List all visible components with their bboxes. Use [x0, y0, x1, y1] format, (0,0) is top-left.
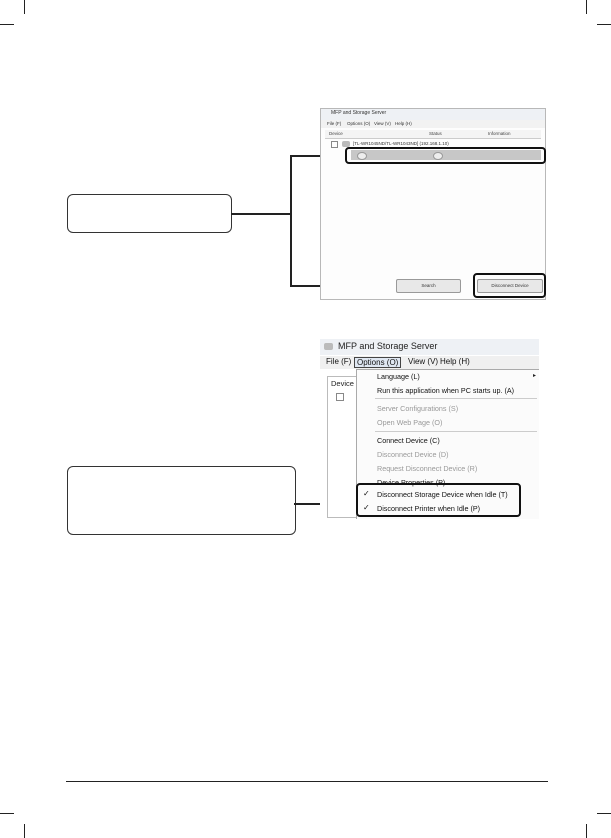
footer-rule: [66, 781, 548, 782]
menu-item-request-disconnect[interactable]: Request Disconnect Device (R): [377, 464, 478, 473]
crop-mark: [0, 24, 14, 25]
highlight-device-row: [345, 147, 546, 164]
menu-file[interactable]: File (F): [327, 121, 342, 126]
callout-box-1: [67, 194, 232, 233]
crop-mark: [597, 24, 611, 25]
check-icon: ✓: [363, 489, 370, 498]
menu-options[interactable]: Options (O): [354, 357, 401, 368]
menu-options[interactable]: Options (O): [347, 121, 371, 126]
menubar: [320, 356, 539, 369]
search-label: Search: [421, 283, 436, 288]
window-title: MFP and Storage Server: [338, 341, 438, 351]
menu-separator: [375, 431, 537, 432]
crop-mark: [24, 824, 25, 838]
menu-item-server-config[interactable]: Server Configurations (S): [377, 404, 459, 413]
menu-view[interactable]: View (V): [408, 357, 439, 366]
collapse-icon[interactable]: [331, 141, 338, 148]
crop-mark: [0, 813, 14, 814]
crop-mark: [586, 824, 587, 838]
col-information[interactable]: Information: [488, 131, 511, 136]
menu-item-disconnect-storage-idle[interactable]: Disconnect Storage Device when Idle (T): [377, 490, 508, 499]
col-device[interactable]: Device: [329, 131, 343, 136]
bracket-vertical: [290, 155, 292, 286]
callout-box-2: [67, 466, 296, 535]
menu-separator: [375, 398, 537, 399]
menu-item-open-web[interactable]: Open Web Page (O): [377, 418, 443, 427]
highlight-disconnect-button: [473, 273, 546, 298]
collapse-icon[interactable]: [336, 393, 344, 401]
menu-item-disconnect-printer-idle[interactable]: Disconnect Printer when Idle (P): [377, 504, 481, 513]
menu-item-disconnect[interactable]: Disconnect Device (D): [377, 450, 449, 459]
crop-mark: [586, 0, 587, 14]
menubar: [321, 120, 545, 128]
menu-item-language[interactable]: Language (L): [377, 372, 420, 381]
menu-help[interactable]: Help (H): [440, 357, 470, 366]
device-col-header[interactable]: Device: [331, 379, 354, 388]
app-icon: [324, 343, 333, 350]
check-icon: ✓: [363, 503, 370, 512]
callout-leader-1: [231, 213, 291, 215]
col-status[interactable]: Status: [429, 131, 442, 136]
window-title: MFP and Storage Server: [331, 110, 387, 116]
crop-mark: [24, 0, 25, 14]
device-pane: [327, 376, 358, 518]
menu-item-connect[interactable]: Connect Device (C): [377, 436, 440, 445]
menu-view[interactable]: View (V): [374, 121, 391, 126]
menu-item-properties[interactable]: Device Properties (P): [377, 478, 446, 487]
window-titlebar: [320, 339, 539, 355]
window-titlebar: [321, 109, 545, 120]
server-name: [TL-WR1045ND/TL-WR1043ND] (192.168.1.10): [353, 141, 449, 146]
crop-mark: [597, 813, 611, 814]
search-button[interactable]: [396, 279, 461, 293]
highlight-idle-options: [356, 483, 521, 517]
submenu-arrow-icon: ▸: [532, 373, 536, 379]
disconnect-label: Disconnect Device: [491, 283, 529, 288]
column-header: [325, 130, 541, 139]
menu-file[interactable]: File (F): [326, 357, 352, 366]
menu-help[interactable]: Help (H): [395, 121, 412, 126]
screenshot-mfp-server-window: [320, 108, 546, 300]
menu-item-run-on-start[interactable]: Run this application when PC starts up. (A): [377, 386, 515, 395]
